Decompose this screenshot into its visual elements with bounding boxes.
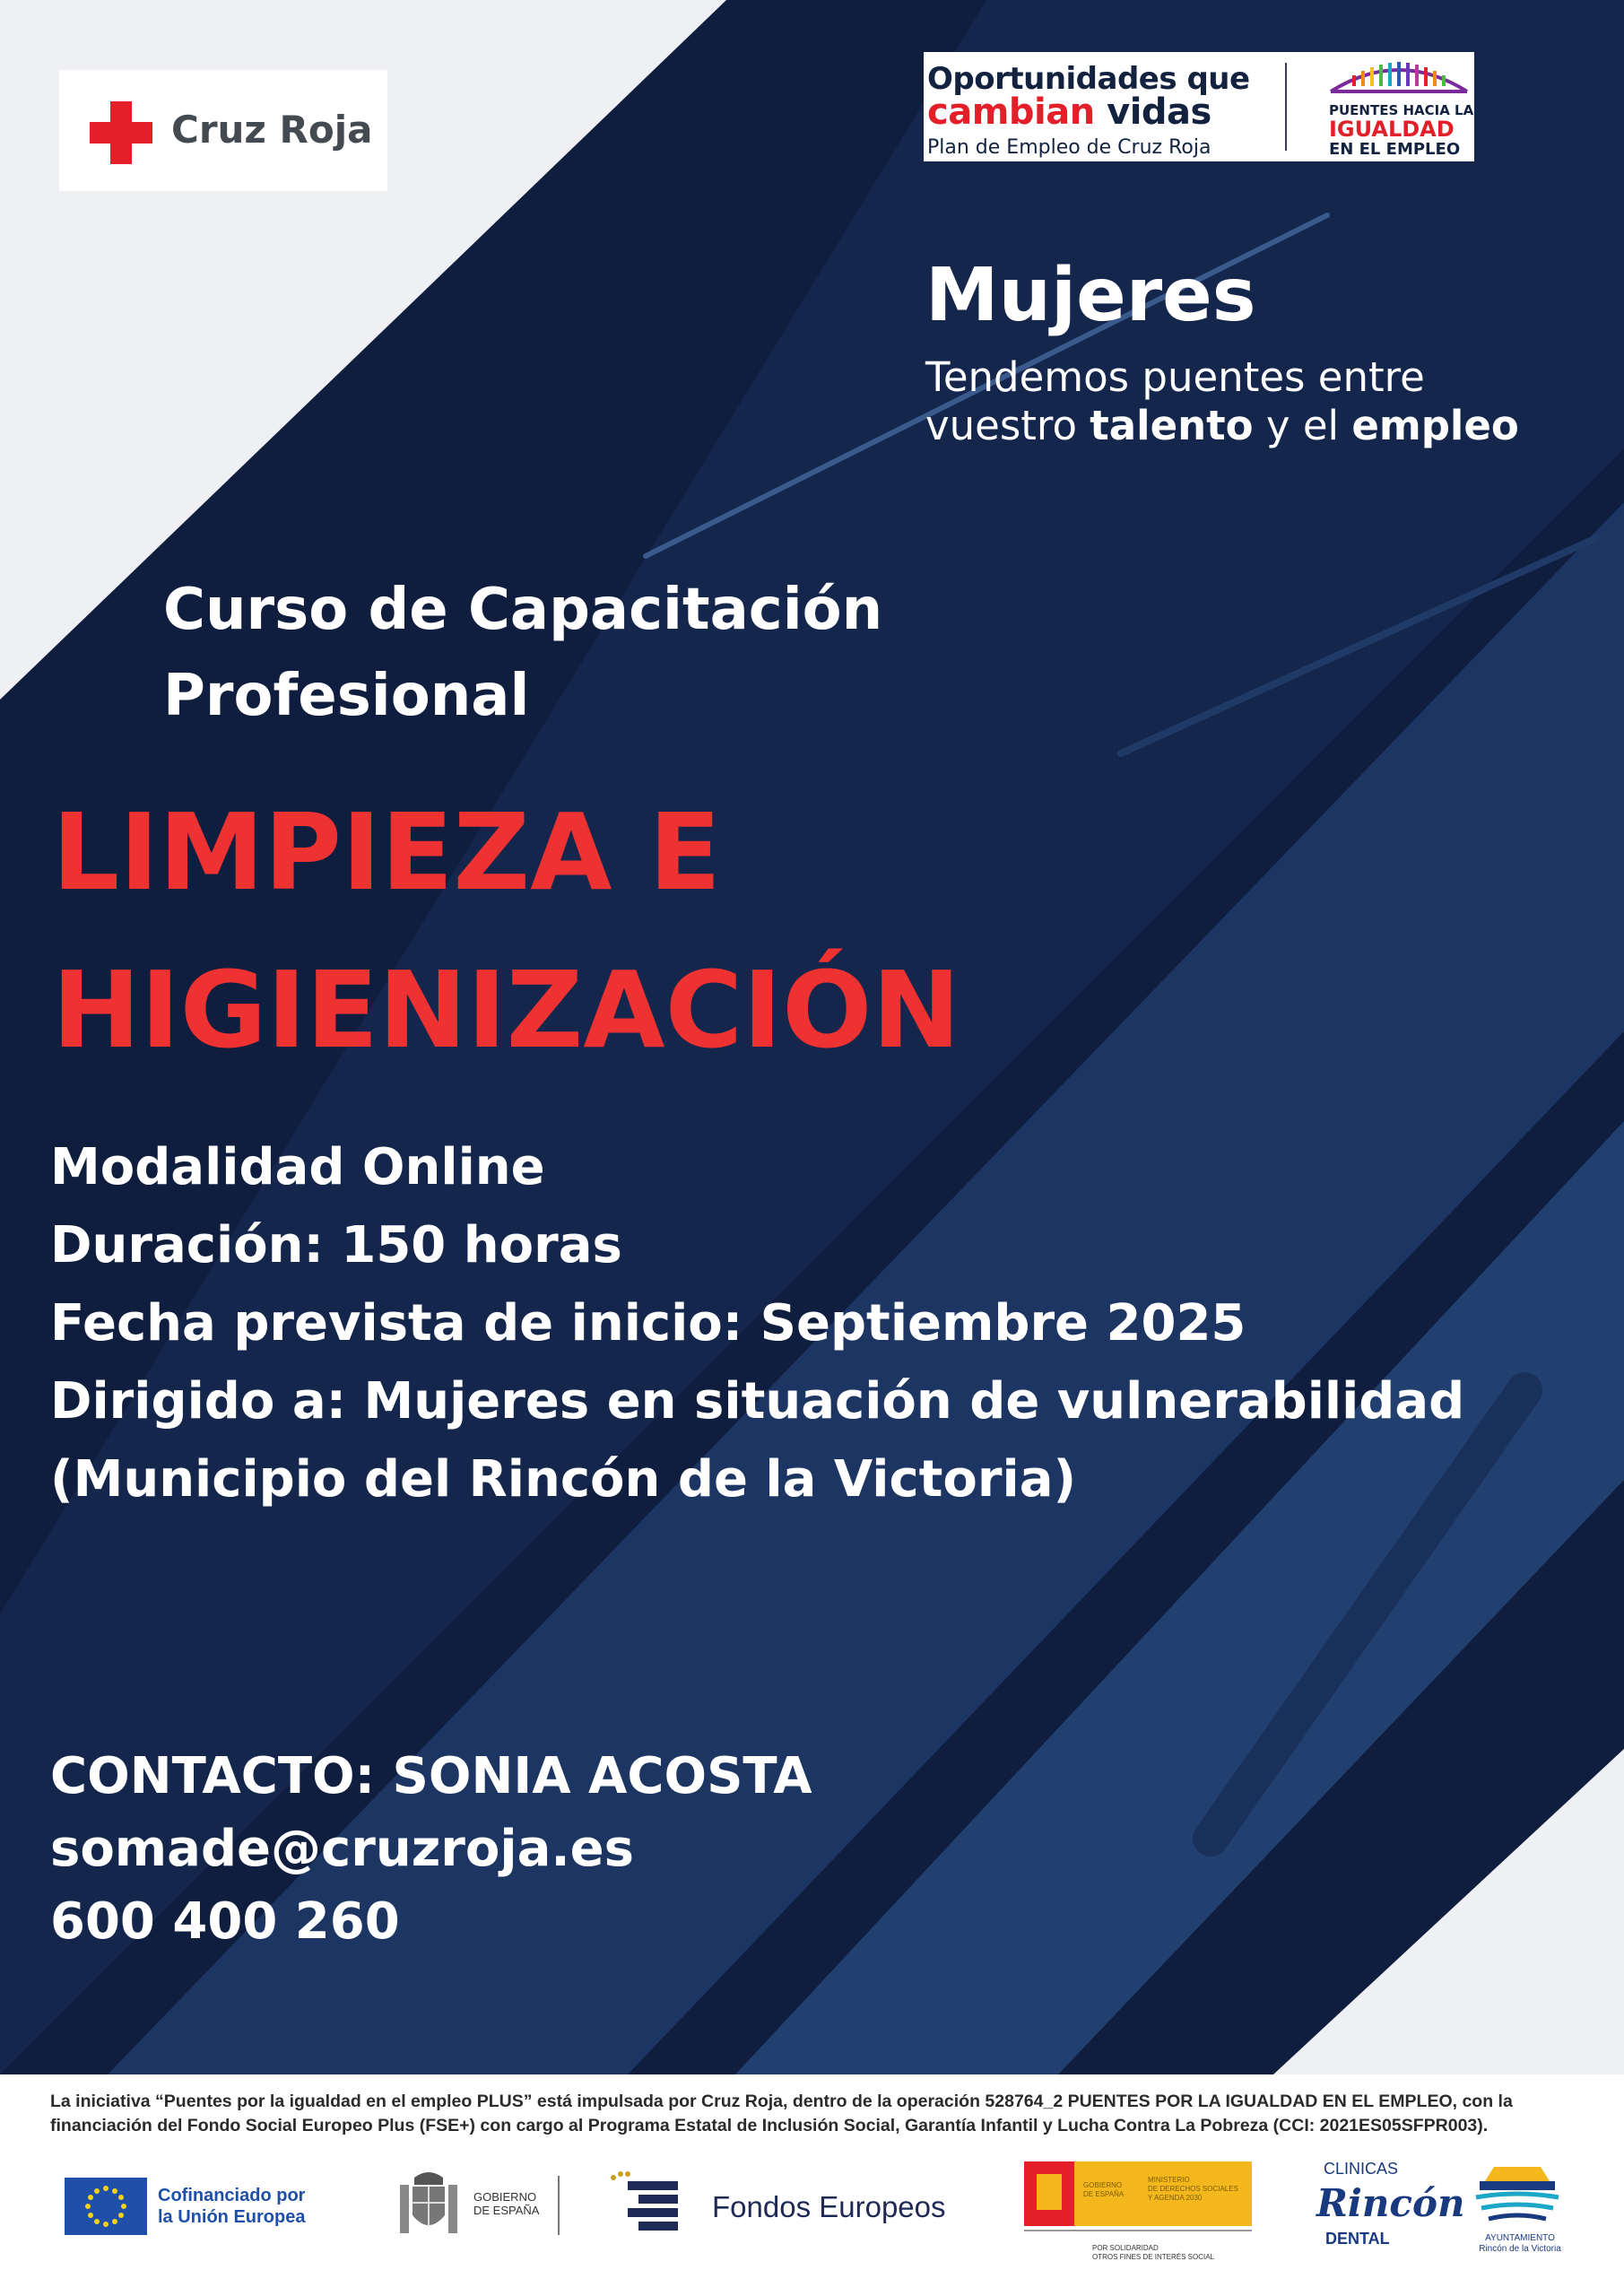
bridge-icon bbox=[1327, 56, 1471, 104]
campaign-divider bbox=[1285, 63, 1287, 151]
tagline-line1: Tendemos puentes entre bbox=[925, 353, 1425, 401]
campaign-line3: Plan de Empleo de Cruz Roja bbox=[927, 136, 1211, 159]
ministerio-text: GOBIERNO DE ESPAÑA bbox=[1083, 2181, 1125, 2198]
ayuntamiento-text: AYUNTAMIENTO Rincón de la Victoria bbox=[1479, 2233, 1561, 2254]
footer-disclaimer: La iniciativa “Puentes por la igualdad en el empleo PLUS” está impulsada por Cruz Roja, dentro de la operación 528764_2 PUENTES POR LA IGUALDAD EN EL EMPLEO, con la financiación del Fondo Social Europeo Plus (FSE+) con cargo al Programa Estatal de Inclusión Social, Garantía Infantil y Lucha Contra La Pobreza (CCI: 2021ES05SFPR003). bbox=[50, 2092, 1513, 2135]
eu-cofinanced-text: Cofinanciado por la Unión Europea bbox=[158, 2186, 306, 2227]
contact-phone[interactable]: 600 400 260 bbox=[50, 1892, 400, 1951]
contact-block bbox=[50, 1740, 947, 1958]
course-title bbox=[52, 773, 1128, 1089]
gov-divider bbox=[558, 2176, 560, 2235]
course-type-line2: Profesional bbox=[163, 663, 530, 729]
ministerio-sub-text: POR SOLIDARIDAD OTROS FINES DE INTERÉS SOCIAL bbox=[1092, 2244, 1215, 2261]
ministerio-name-text: MINISTERIO DE DERECHOS SOCIALES Y AGENDA 2030 bbox=[1148, 2176, 1238, 2202]
red-cross-icon bbox=[90, 101, 152, 164]
ayuntamiento-emblem-icon bbox=[1467, 2154, 1568, 2230]
contact-email[interactable]: somade@cruzroja.es bbox=[50, 1820, 634, 1878]
cruz-roja-logo bbox=[59, 70, 387, 191]
campaign-line2: cambian vidas bbox=[927, 91, 1211, 133]
gobierno-espana-text: GOBIERNO DE ESPAÑA bbox=[473, 2190, 540, 2217]
spain-coat-of-arms-icon bbox=[393, 2165, 465, 2242]
rincon-dental-text: DENTAL bbox=[1325, 2230, 1390, 2248]
tagline-title: Mujeres bbox=[925, 253, 1256, 338]
badge-line2: IGUALDAD bbox=[1329, 117, 1455, 142]
detail-modality: Modalidad Online bbox=[50, 1138, 545, 1196]
tagline-line2: vuestro talento y el empleo bbox=[925, 402, 1519, 449]
fondos-europeos-icon bbox=[606, 2170, 696, 2240]
detail-start-date: Fecha prevista de inicio: Septiembre 2025 bbox=[50, 1294, 1246, 1352]
cruz-roja-logo-text: Cruz Roja bbox=[171, 108, 373, 152]
contact-name: CONTACTO: SONIA ACOSTA bbox=[50, 1747, 812, 1805]
course-type-line1: Curso de Capacitación bbox=[163, 577, 883, 643]
sponsor-logos bbox=[0, 2144, 1624, 2287]
campaign-logo bbox=[924, 52, 1474, 161]
ministerio-logo bbox=[1024, 2161, 1252, 2244]
badge-line1: PUENTES HACIA LA bbox=[1329, 102, 1474, 118]
rincon-top-text: CLINICAS bbox=[1324, 2160, 1399, 2178]
campaign-line1: Oportunidades que bbox=[927, 61, 1250, 97]
detail-municipality: (Municipio del Rincón de la Victoria) bbox=[50, 1450, 1077, 1509]
eu-flag-icon bbox=[65, 2178, 147, 2235]
fondos-europeos-text: Fondos Europeos bbox=[712, 2190, 946, 2223]
detail-audience: Dirigido a: Mujeres en situación de vulnerabilidad bbox=[50, 1372, 1465, 1431]
badge-line3: EN EL EMPLEO bbox=[1329, 140, 1461, 159]
course-title-line1: LIMPIEZA E bbox=[52, 790, 722, 914]
course-title-line2: HIGIENIZACIÓN bbox=[52, 948, 961, 1072]
course-details bbox=[50, 1128, 1575, 1518]
detail-duration: Duración: 150 horas bbox=[50, 1216, 622, 1274]
rincon-main-text: Rincón bbox=[1316, 2181, 1465, 2225]
course-type bbox=[163, 567, 970, 739]
